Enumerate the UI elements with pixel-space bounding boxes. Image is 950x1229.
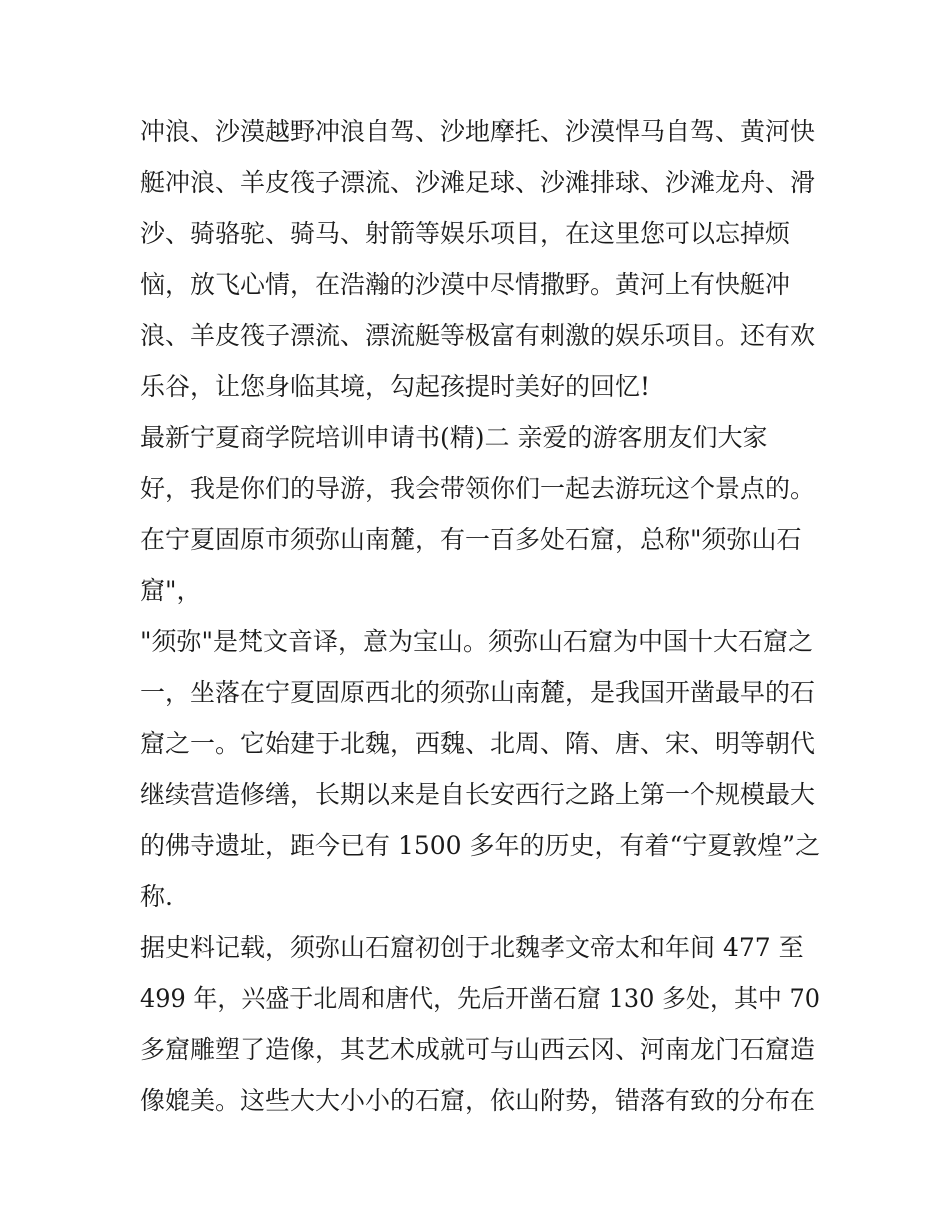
text-line: 沙、骑骆驼、骑马、射箭等娱乐项目，在这里您可以忘掉烦	[140, 219, 791, 248]
document-body	[140, 106, 820, 1126]
text-line: "须弥"是梵文音译，意为宝山。须弥山石窟为中国十大石窟之	[140, 627, 814, 656]
text-line: 恼，放飞心情，在浩瀚的沙漠中尽情撒野。黄河上有快艇冲	[140, 270, 791, 299]
text-line: 浪、羊皮筏子漂流、漂流艇等极富有刺激的娱乐项目。还有欢	[140, 321, 816, 350]
text-line: 继续营造修缮，长期以来是自长安西行之路上第一个规模最大	[140, 780, 816, 809]
text-line: 乐谷，让您身临其境，勾起孩提时美好的回忆!	[140, 372, 651, 401]
text-line: 窟"，	[140, 576, 202, 605]
text-line: 好，我是你们的导游，我会带领你们一起去游玩这个景点的。	[140, 474, 816, 503]
text-line: 一，坐落在宁夏固原西北的须弥山南麓，是我国开凿最早的石	[140, 678, 816, 707]
text-line: 艇冲浪、羊皮筏子漂流、沙滩足球、沙滩排球、沙滩龙舟、滑	[140, 168, 816, 197]
text-line: 称.	[140, 882, 173, 911]
text-line: 据史料记载，须弥山石窟初创于北魏孝文帝太和年间 477 至	[140, 933, 804, 962]
text-line: 的佛寺遗址，距今已有 1500 多年的历史，有着“宁夏敦煌”之	[140, 831, 821, 860]
text-line: 窟之一。它始建于北魏，西魏、北周、隋、唐、宋、明等朝代	[140, 729, 816, 758]
text-line: 在宁夏固原市须弥山南麓，有一百多处石窟，总称"须弥山石	[140, 525, 802, 554]
text-line: 冲浪、沙漠越野冲浪自驾、沙地摩托、沙漠悍马自驾、黄河快	[140, 117, 816, 146]
text-line: 多窟雕塑了造像，其艺术成就可与山西云冈、河南龙门石窟造	[140, 1035, 816, 1064]
text-line: 像媲美。这些大大小小的石窟，依山附势，错落有致的分布在	[140, 1086, 816, 1115]
section-heading-line: 最新宁夏商学院培训申请书(精)二 亲爱的游客朋友们大家	[140, 423, 768, 452]
text-line: 499 年，兴盛于北周和唐代，先后开凿石窟 130 多处，其中 70	[140, 984, 821, 1013]
